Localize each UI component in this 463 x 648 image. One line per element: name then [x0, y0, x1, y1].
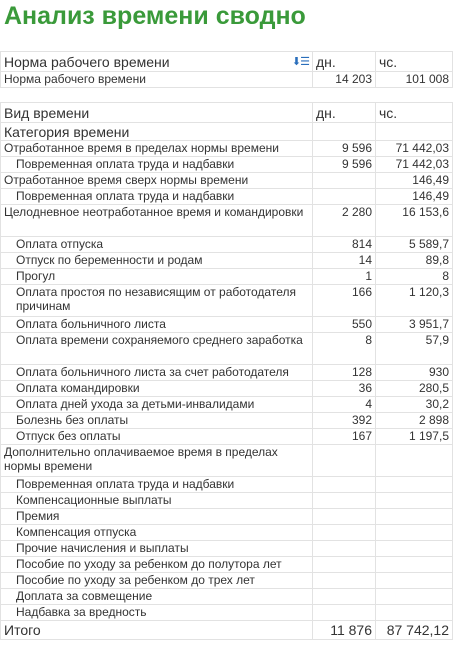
row-label: Оплата больничного листа — [1, 317, 313, 333]
row-days: 8 — [313, 333, 376, 365]
total-label: Итого — [1, 621, 313, 640]
row-hours — [376, 445, 453, 477]
norm-table — [0, 51, 453, 88]
row-label: Доплата за совмещение — [1, 589, 313, 605]
table-row — [1, 493, 453, 509]
table-row — [1, 189, 453, 205]
row-hours: 146,49 — [376, 173, 453, 189]
table-row — [1, 285, 453, 317]
row-hours: 2 898 — [376, 413, 453, 429]
norm-row-days: 14 203 — [313, 72, 376, 88]
row-days — [313, 445, 376, 477]
row-hours: 3 951,7 — [376, 317, 453, 333]
row-hours: 1 197,5 — [376, 429, 453, 445]
table-row — [1, 509, 453, 525]
row-days — [313, 573, 376, 589]
row-days: 36 — [313, 381, 376, 397]
row-label: Компенсационные выплаты — [1, 493, 313, 509]
table-row — [1, 525, 453, 541]
time-table — [0, 102, 453, 640]
row-label: Прогул — [1, 269, 313, 285]
row-label: Оплата отпуска — [1, 237, 313, 253]
row-days — [313, 525, 376, 541]
row-label: Отпуск без оплаты — [1, 429, 313, 445]
total-hours: 87 742,12 — [376, 621, 453, 640]
total-days: 11 876 — [313, 621, 376, 640]
sort-icon[interactable]: ⬇☰ — [291, 55, 309, 68]
row-days: 4 — [313, 397, 376, 413]
row-hours — [376, 589, 453, 605]
row-label: Болезнь без оплаты — [1, 413, 313, 429]
row-hours — [376, 605, 453, 621]
row-hours — [376, 477, 453, 493]
row-days — [313, 509, 376, 525]
table-row — [1, 429, 453, 445]
norm-header-row — [1, 52, 453, 72]
time-header-row — [1, 103, 453, 123]
row-label: Оплата простоя по независящим от работодателя причинам — [1, 285, 313, 317]
row-label: Пособие по уходу за ребенком до полутора лет — [1, 557, 313, 573]
table-row — [1, 173, 453, 189]
row-label: Оплата командировки — [1, 381, 313, 397]
table-row — [1, 397, 453, 413]
row-days: 9 596 — [313, 141, 376, 157]
category-label: Категория времени — [1, 123, 313, 141]
table-row — [1, 589, 453, 605]
time-header-days: дн. — [313, 103, 376, 123]
row-label: Премия — [1, 509, 313, 525]
row-hours: 30,2 — [376, 397, 453, 413]
row-label: Оплата дней ухода за детьми-инвалидами — [1, 397, 313, 413]
table-row — [1, 477, 453, 493]
norm-header-days: дн. — [313, 52, 376, 72]
row-label: Отработанное время сверх нормы времени — [1, 173, 313, 189]
row-hours — [376, 509, 453, 525]
row-days — [313, 541, 376, 557]
row-hours: 8 — [376, 269, 453, 285]
row-days: 128 — [313, 365, 376, 381]
row-label: Отработанное время в пределах нормы времени — [1, 141, 313, 157]
row-hours: 5 589,7 — [376, 237, 453, 253]
row-days: 550 — [313, 317, 376, 333]
norm-header-label-cell[interactable] — [1, 52, 313, 72]
norm-row-label: Норма рабочего времени — [1, 72, 313, 88]
row-label: Оплата больничного листа за счет работодателя — [1, 365, 313, 381]
row-days — [313, 493, 376, 509]
row-hours: 280,5 — [376, 381, 453, 397]
report-title: Анализ времени сводно — [4, 2, 306, 30]
norm-header-label: Норма рабочего времени — [4, 53, 170, 70]
row-label: Дополнительно оплачиваемое время в пределах нормы времени — [1, 445, 313, 477]
row-days: 9 596 — [313, 157, 376, 173]
time-header-hours: чс. — [376, 103, 453, 123]
row-label: Повременная оплата труда и надбавки — [1, 189, 313, 205]
table-row — [1, 269, 453, 285]
row-days — [313, 189, 376, 205]
row-hours — [376, 525, 453, 541]
total-row — [1, 621, 453, 640]
row-hours: 930 — [376, 365, 453, 381]
row-days — [313, 477, 376, 493]
row-hours: 57,9 — [376, 333, 453, 365]
table-row — [1, 317, 453, 333]
row-label: Надбавка за вредность — [1, 605, 313, 621]
row-hours: 146,49 — [376, 189, 453, 205]
row-hours — [376, 541, 453, 557]
row-days — [313, 173, 376, 189]
row-hours: 1 120,3 — [376, 285, 453, 317]
row-label: Пособие по уходу за ребенком до трех лет — [1, 573, 313, 589]
row-hours: 89,8 — [376, 253, 453, 269]
row-days: 1 — [313, 269, 376, 285]
table-row — [1, 557, 453, 573]
row-label: Повременная оплата труда и надбавки — [1, 477, 313, 493]
row-hours — [376, 573, 453, 589]
row-days — [313, 589, 376, 605]
row-label: Целодневное неотработанное время и командировки — [1, 205, 313, 237]
table-row — [1, 253, 453, 269]
row-days: 392 — [313, 413, 376, 429]
table-row — [1, 445, 453, 477]
row-days — [313, 605, 376, 621]
row-hours: 71 442,03 — [376, 157, 453, 173]
norm-row-hours: 101 008 — [376, 72, 453, 88]
row-label: Прочие начисления и выплаты — [1, 541, 313, 557]
row-days: 814 — [313, 237, 376, 253]
norm-header-hours: чс. — [376, 52, 453, 72]
table-row — [1, 141, 453, 157]
table-row — [1, 413, 453, 429]
category-row — [1, 123, 453, 141]
row-label: Компенсация отпуска — [1, 525, 313, 541]
norm-row — [1, 72, 453, 88]
row-days: 166 — [313, 285, 376, 317]
time-header-label: Вид времени — [1, 103, 313, 123]
table-row — [1, 333, 453, 365]
row-hours — [376, 493, 453, 509]
table-row — [1, 157, 453, 173]
row-label: Отпуск по беременности и родам — [1, 253, 313, 269]
table-row — [1, 573, 453, 589]
table-row — [1, 541, 453, 557]
row-hours — [376, 557, 453, 573]
row-days: 167 — [313, 429, 376, 445]
table-row — [1, 205, 453, 237]
row-days — [313, 557, 376, 573]
row-days: 2 280 — [313, 205, 376, 237]
table-row — [1, 237, 453, 253]
row-days: 14 — [313, 253, 376, 269]
row-hours: 16 153,6 — [376, 205, 453, 237]
row-hours: 71 442,03 — [376, 141, 453, 157]
table-row — [1, 381, 453, 397]
table-row — [1, 605, 453, 621]
row-label: Повременная оплата труда и надбавки — [1, 157, 313, 173]
row-label: Оплата времени сохраняемого среднего заработка — [1, 333, 313, 365]
table-row — [1, 365, 453, 381]
